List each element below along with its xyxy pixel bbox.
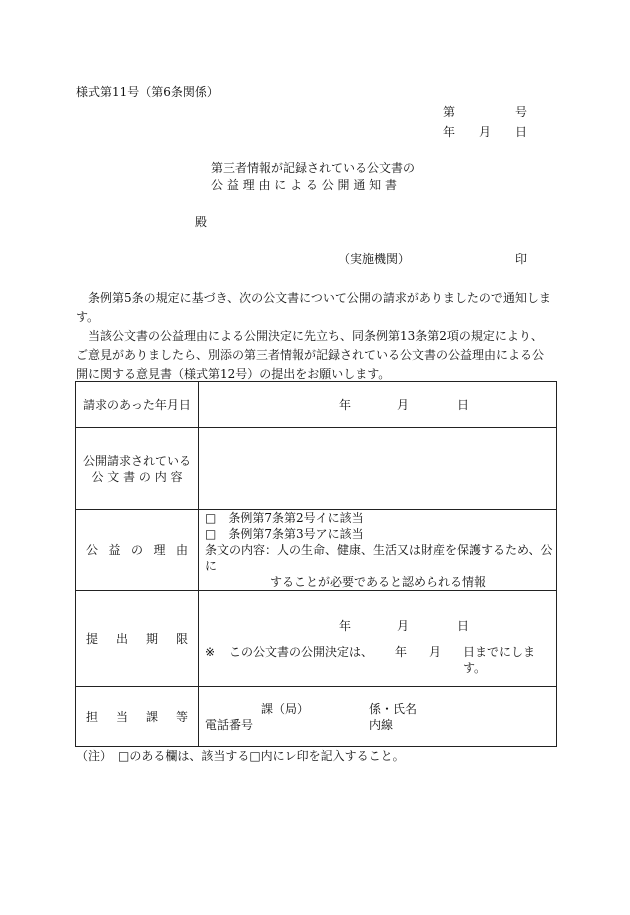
document-content-field[interactable] — [199, 428, 557, 510]
reason-label — [76, 510, 199, 591]
request-month: 月 — [397, 397, 410, 412]
contact-extension: 内線 — [369, 717, 394, 732]
row-reason — [76, 510, 557, 591]
request-date-value — [199, 382, 557, 428]
note-mark: ※ — [205, 644, 216, 659]
reason-label-char: 公 — [86, 543, 99, 557]
reason-content — [199, 510, 557, 591]
document-label — [76, 428, 199, 510]
row-document — [76, 428, 557, 510]
reason-label-char: 理 — [153, 543, 166, 557]
deadline-label-char: 提 — [86, 631, 99, 646]
contact-section: 課（局） — [261, 701, 310, 716]
row-contact — [76, 687, 557, 747]
checkbox-2-i[interactable]: □ — [205, 511, 217, 525]
deadline-note-year: 年 — [395, 644, 408, 659]
request-day: 日 — [457, 397, 470, 412]
contact-label-char: 当 — [115, 709, 128, 724]
contact-label — [76, 687, 199, 747]
clause-line-1: 条文の内容：人の生命、健康、生活又は財産を保護するため、公に — [205, 543, 553, 573]
deadline-month: 月 — [397, 618, 410, 633]
deadline-note-day: 日までにします。 — [463, 644, 536, 675]
clause-line-2: することが必要であると認められる情報 — [270, 575, 487, 589]
deadline-note-text: この公文書の公開決定は、 — [229, 644, 374, 659]
contact-label-char: 等 — [175, 709, 188, 724]
reason-label-char: 益 — [108, 543, 121, 557]
contact-content — [199, 687, 557, 747]
date-year: 年 — [443, 125, 456, 139]
document-label-line1: 公開請求されている — [82, 453, 191, 468]
contact-label-char: 担 — [86, 709, 99, 724]
title-line1: 第三者情報が記録されている公文書の — [211, 161, 416, 175]
request-year: 年 — [339, 397, 352, 412]
date-day: 日 — [515, 125, 528, 139]
title-line2: 公 益 理 由 に よ る 公 開 通 知 書 — [211, 178, 397, 192]
deadline-content — [199, 591, 557, 687]
document-label-line2: 公 文 書 の 内 容 — [91, 469, 183, 484]
checkbox-3-a[interactable]: □ — [205, 527, 217, 541]
deadline-year: 年 — [339, 618, 352, 633]
doc-number-suffix: 号 — [515, 105, 528, 119]
doc-number-prefix: 第 — [443, 105, 456, 119]
reason-option-1-text: 条例第7条第2号イに該当 — [228, 511, 364, 525]
seal-mark: 印 — [515, 252, 528, 266]
row-deadline — [76, 591, 557, 687]
reason-option-1 — [205, 510, 556, 526]
row-request-date — [76, 382, 557, 428]
footer-note: （注） □のある欄は、該当する□内にレ印を記入すること。 — [76, 749, 405, 763]
deadline-label — [76, 591, 199, 687]
deadline-note-month: 月 — [429, 644, 442, 659]
deadline-label-char: 期 — [145, 631, 158, 646]
deadline-day: 日 — [457, 618, 470, 633]
contact-label-char: 課 — [145, 709, 158, 724]
addressee-honorific: 殿 — [195, 215, 208, 229]
body-paragraph-1: 条例第5条の規定に基づき、次の公文書について公開の請求がありましたので通知します。 — [76, 291, 551, 324]
request-date-label: 請求のあった年月日 — [76, 382, 199, 428]
reason-label-char: の — [130, 543, 143, 557]
reason-option-2 — [205, 526, 556, 542]
contact-phone: 電話番号 — [205, 717, 254, 732]
reason-option-2-text: 条例第7条第3号アに該当 — [228, 527, 364, 541]
deadline-label-char: 出 — [115, 631, 128, 646]
reason-label-char: 由 — [175, 543, 188, 557]
deadline-label-char: 限 — [175, 631, 188, 646]
body-paragraph-2: 当該公文書の公益理由による公開決定に先立ち、同条例第13条第2項の規定により、ご意見がありましたら、別添の第三者情報が記録されている公文書の公益理由による公開に関する意見書（様式第12号）の提出をお願いします。 — [76, 329, 545, 381]
sender-agency: （実施機関） — [338, 252, 411, 266]
contact-staff: 係・氏名 — [369, 701, 418, 716]
form-number: 様式第11号（第6条関係） — [76, 85, 219, 99]
date-month: 月 — [479, 125, 492, 139]
notice-table — [75, 381, 557, 747]
